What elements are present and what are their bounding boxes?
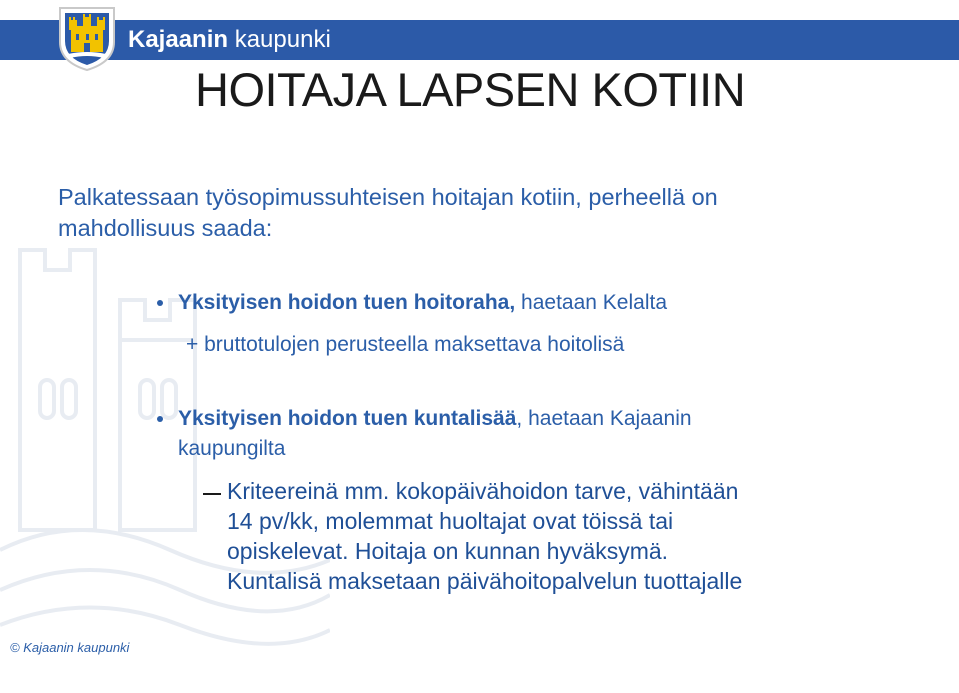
criteria-line: Kuntalisä maksetaan päivähoitopalvelun tuottajalle: [227, 568, 743, 594]
bullet-2-line2: kaupungilta: [178, 437, 286, 460]
city-crest-logo: [56, 4, 118, 72]
brand-light: kaupunki: [234, 26, 331, 53]
brand-name: [128, 25, 331, 55]
bullet-dot: [157, 416, 163, 422]
bullet-1-bold: Yksityisen hoidon tuen hoitoraha,: [178, 291, 516, 314]
criteria-line: 14 pv/kk, molemmat huoltajat ovat töissä tai: [227, 508, 674, 534]
bullet-dot: [157, 300, 163, 306]
criteria-text: [227, 476, 917, 596]
bullet-2-text: [178, 404, 692, 434]
intro-text: [58, 182, 918, 244]
bullet-2-bold: Yksityisen hoidon tuen kuntalisää: [178, 407, 517, 430]
bullet-1-rest: haetaan Kelalta: [515, 291, 667, 314]
page-title: HOITAJA LAPSEN KOTIIN: [195, 63, 746, 116]
criteria-line: opiskelevat. Hoitaja on kunnan hyväksymä.: [227, 538, 669, 564]
bullet-2-rest: , haetaan Kajaanin: [516, 407, 692, 430]
bullet-1-text: [178, 288, 667, 318]
criteria-line: Kriteereinä mm. kokopäivähoidon tarve, vähintään: [227, 478, 739, 504]
bullet-1-sub: + bruttotulojen perusteella maksettava hoitolisä: [186, 333, 625, 356]
intro-line-1: Palkatessaan työsopimussuhteisen hoitajan kotiin, perheellä on: [58, 184, 718, 210]
intro-line-2: mahdollisuus saada:: [58, 215, 273, 241]
footer-copyright: © Kajaanin kaupunki: [10, 640, 130, 655]
dash-marker: [203, 493, 221, 495]
brand-bold: Kajaanin: [128, 26, 229, 53]
